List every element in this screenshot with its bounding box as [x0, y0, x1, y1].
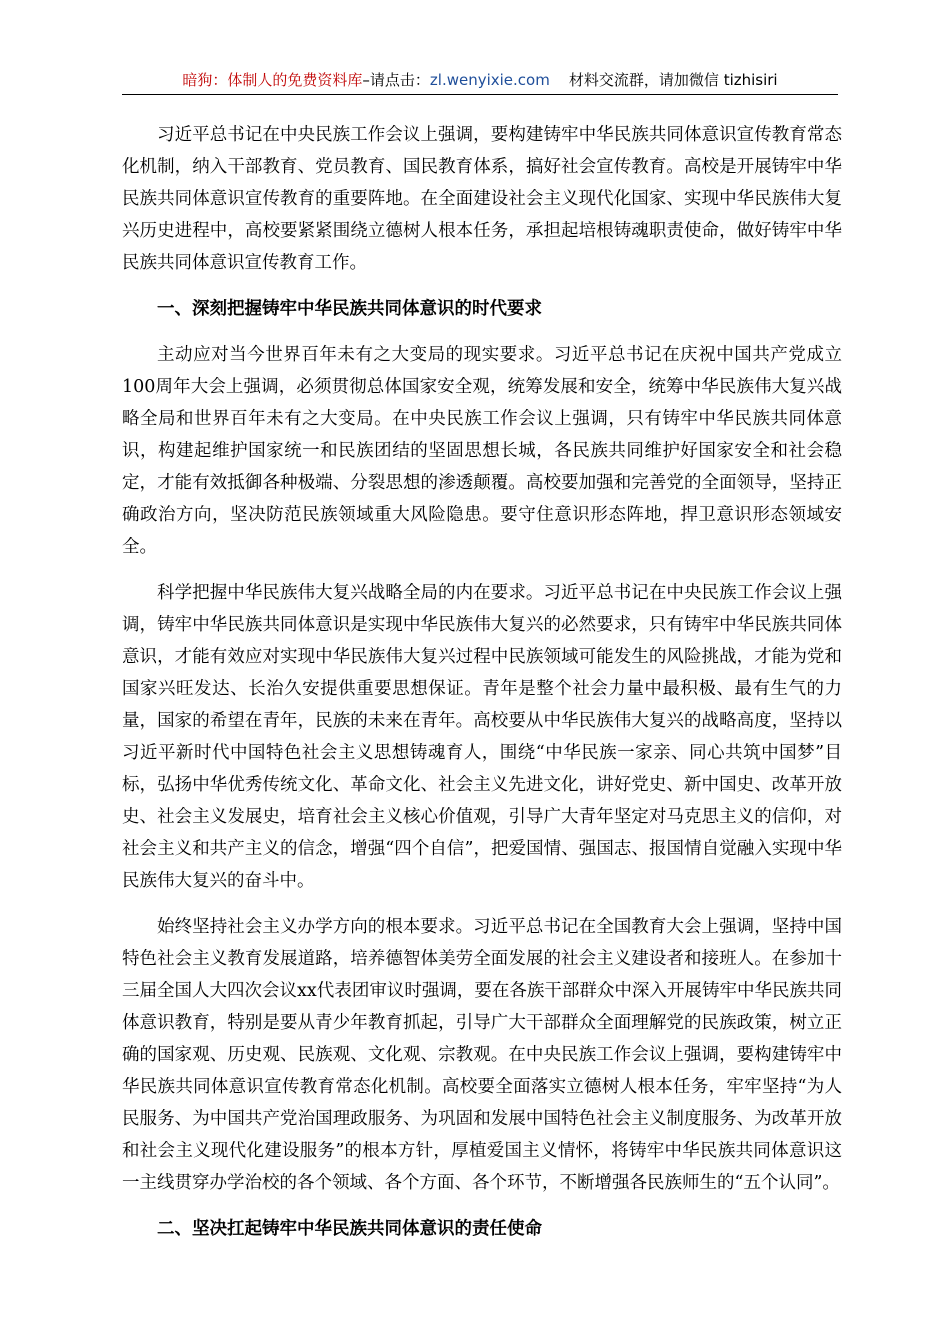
intro-paragraph: 习近平总书记在中央民族工作会议上强调，要构建铸牢中华民族共同体意识宣传教育常态化机制，纳入干部教育、党员教育、国民教育体系，搞好社会宣传教育。高校是开展铸牢中华民族共同体意识宣传教育的重要阵地。在全面建设社会主义现代化国家、实现中华民族伟大复兴历史进程中，高校要紧紧围绕立德树人根本任务，承担起培根铸魂职责使命，做好铸牢中华民族共同体意识宣传教育工作。 [122, 125, 842, 273]
paragraph-3: 始终坚持社会主义办学方向的根本要求。习近平总书记在全国教育大会上强调，坚持中国特色社会主义教育发展道路，培养德智体美劳全面发展的社会主义建设者和接班人。在参加十三届全国人大四次会议xx代表团审议时强调，要在各族干部群众中深入开展铸牢中华民族共同体意识教育，特别是要从青少年教育抓起，引导广大干部群众全面理解党的民族政策，树立正确的国家观、历史观、民族观、文化观、宗教观。在中央民族工作会议上强调，要构建铸牢中华民族共同体意识宣传教育常态化机制。高校要全面落实立德树人根本任务，牢牢坚持“为人民服务、为中国共产党治国理政服务、为巩固和发展中国特色社会主义制度服务、为改革开放和社会主义现代化建设服务”的根本方针，厚植爱国主义情怀，将铸牢中华民族共同体意识这一主线贯穿办学治校的各个领域、各个方面、各个环节，不断增强各民族师生的“五个认同”。 [122, 917, 842, 1193]
document-body [122, 119, 842, 1259]
paragraph-1: 主动应对当今世界百年未有之大变局的现实要求。习近平总书记在庆祝中国共产党成立100周年大会上强调，必须贯彻总体国家安全观，统筹发展和安全，统筹中华民族伟大复兴战略全局和世界百年未有之大变局。在中央民族工作会议上强调，只有铸牢中华民族共同体意识，构建起维护国家统一和民族团结的坚固思想长城，各民族共同维护好国家安全和社会稳定，才能有效抵御各种极端、分裂思想的渗透颠覆。高校要加强和完善党的全面领导，坚持正确政治方向，坚决防范民族领域重大风险隐患。要守住意识形态阵地，捍卫意识形态领域安全。 [122, 345, 842, 557]
header-url-link[interactable]: zl.wenyixie.com [429, 71, 550, 89]
paragraph-2: 科学把握中华民族伟大复兴战略全局的内在要求。习近平总书记在中央民族工作会议上强调，铸牢中华民族共同体意识是实现中华民族伟大复兴的必然要求，只有铸牢中华民族共同体意识，才能有效应对实现中华民族伟大复兴过程中民族领域可能发生的风险挑战，才能为党和国家兴旺发达、长治久安提供重要思想保证。青年是整个社会力量中最积极、最有生气的力量，国家的希望在青年，民族的未来在青年。高校要从中华民族伟大复兴的战略高度，坚持以习近平新时代中国特色社会主义思想铸魂育人，围绕“中华民族一家亲、同心共筑中国梦”目标，弘扬中华优秀传统文化、革命文化、社会主义先进文化，讲好党史、新中国史、改革开放史、社会主义发展史，培育社会主义核心价值观，引导广大青年坚定对马克思主义的信仰，对社会主义和共产主义的信念，增强“四个自信”，把爱国情、强国志、报国情自觉融入实现中华民族伟大复兴的奋斗中。 [122, 583, 842, 891]
header-wechat-note: 材料交流群，请加微信 tizhisiri [568, 71, 778, 89]
page-header [122, 66, 838, 95]
section-heading-2: 二、坚决扛起铸牢中华民族共同体意识的责任使命 [157, 1219, 542, 1239]
header-site-name: 暗狗：体制人的免费资料库 [182, 71, 363, 89]
header-click-prompt: –请点击： [362, 71, 430, 89]
section-heading-1: 一、深刻把握铸牢中华民族共同体意识的时代要求 [157, 299, 542, 319]
